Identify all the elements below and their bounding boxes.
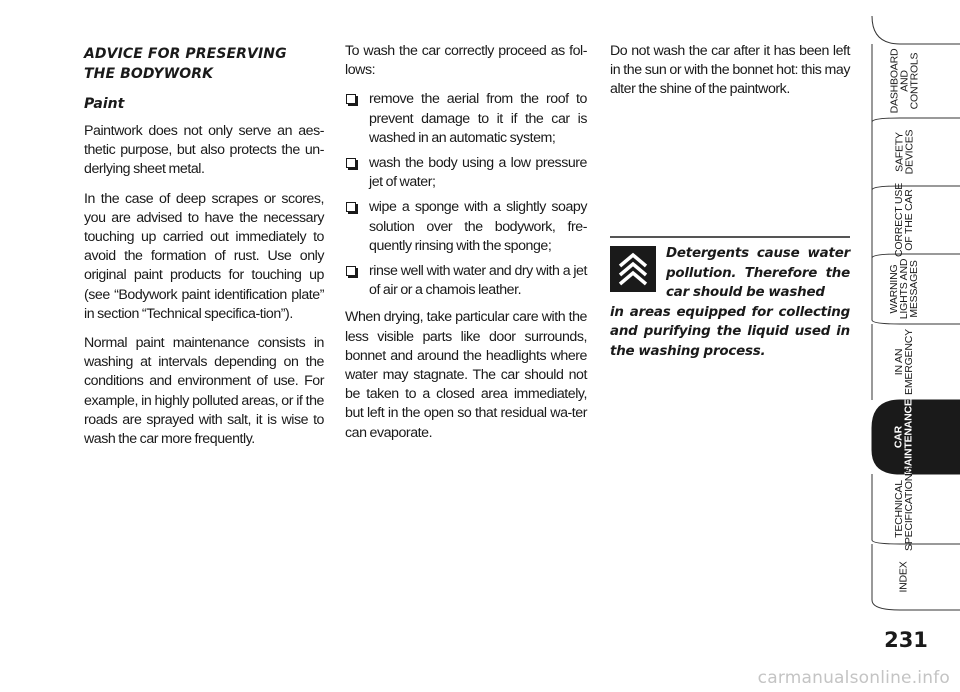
column-left — [84, 42, 324, 459]
paragraph: In the case of deep scrapes or scores, you are advised to have the necessary touching up carried out immediately to avoid the formation of rust. Use only original paint products for touching up (see “Bodywork paint identification plate” in section “Technical specifica-tion”). — [84, 190, 324, 322]
checkbox-bullet-icon — [346, 266, 356, 276]
paragraph: Normal paint maintenance consists in washing at intervals depending on the conditions and environment of use. For example, in highly polluted areas, or if the roads are sprayed with salt, it is wise to wash the car more frequently. — [84, 335, 324, 448]
subheading-paint: Paint — [84, 96, 125, 112]
warning-text-lead: Detergents cause water pollution. Therefore the car should be washed — [666, 246, 850, 301]
washing-steps-list — [345, 90, 587, 300]
paragraph-intro: To wash the car correctly proceed as fol-lows: — [345, 43, 587, 79]
tab-correct-use-of-the-car[interactable] — [866, 182, 956, 258]
checkbox-bullet-icon — [346, 158, 356, 168]
environment-warning-icon — [610, 246, 656, 292]
column-middle — [345, 42, 587, 453]
tab-label: CORRECT USE OF THE CAR — [893, 182, 916, 258]
environment-warning-box — [610, 236, 850, 362]
tab-label: IN AN EMERGENCY — [893, 329, 916, 395]
tab-safety-devices[interactable] — [866, 118, 956, 186]
tab-technical-specifications[interactable] — [866, 467, 956, 551]
tab-dashboard-and-controls[interactable] — [866, 44, 956, 118]
tab-label: DASHBOARD AND CONTROLS — [888, 48, 920, 114]
tab-label: INDEX — [898, 561, 910, 593]
list-item-text: rinse well with water and dry with a jet of air or a chamois leather. — [369, 263, 587, 299]
list-item — [345, 90, 587, 148]
tab-label: CAR MAINTENANCE — [893, 399, 916, 475]
column-right — [610, 42, 850, 110]
tab-in-an-emergency[interactable] — [866, 324, 956, 400]
list-item-text: remove the aerial from the roof to prevent damage to it if the car is washed in an automatic system; — [369, 91, 587, 146]
checkbox-bullet-icon — [346, 202, 356, 212]
tab-warning-lights-and-messages[interactable] — [866, 254, 956, 324]
list-item-text: wipe a sponge with a slightly soapy solution over the bodywork, fre-quently rinsing with the sponge; — [369, 199, 587, 254]
tab-label: WARNING LIGHTS AND MESSAGES — [888, 258, 920, 320]
list-item — [345, 198, 587, 256]
warning-text-rest: in areas equipped for collecting and purifying the liquid used in the washing process. — [610, 304, 850, 359]
list-item — [345, 262, 587, 300]
tab-car-maintenance[interactable] — [866, 400, 956, 474]
tab-index[interactable] — [866, 544, 956, 610]
list-item-text: wash the body using a low pressure jet of water; — [369, 155, 587, 191]
tab-label: SAFETY DEVICES — [893, 129, 916, 175]
paragraph: Paintwork does not only serve an aes-thetic purpose, but also protects the un-derlying sheet metal. — [84, 123, 324, 178]
section-heading-line2: THE BODYWORK — [84, 66, 214, 82]
tab-label: TECHNICAL SPECIFICATIONS — [893, 467, 915, 551]
paragraph: Do not wash the car after it has been left in the sun or with the bonnet hot: this may alter the shine of the paintwork. — [610, 43, 850, 98]
section-heading — [84, 44, 324, 84]
section-heading-line1: ADVICE FOR PRESERVING — [84, 46, 287, 62]
chapter-tabs — [866, 0, 960, 692]
page-number: 231 — [884, 628, 928, 652]
watermark: carmanualsonline.info — [757, 668, 950, 688]
list-item — [345, 154, 587, 192]
paragraph-closing: When drying, take particular care with the less visible parts like door surrounds, bonnet and around the headlights where water may stagnate. The car should not be taken to a closed area immediately, but left in the open so that residual wa-ter can evaporate. — [345, 309, 587, 441]
checkbox-bullet-icon — [346, 94, 356, 104]
